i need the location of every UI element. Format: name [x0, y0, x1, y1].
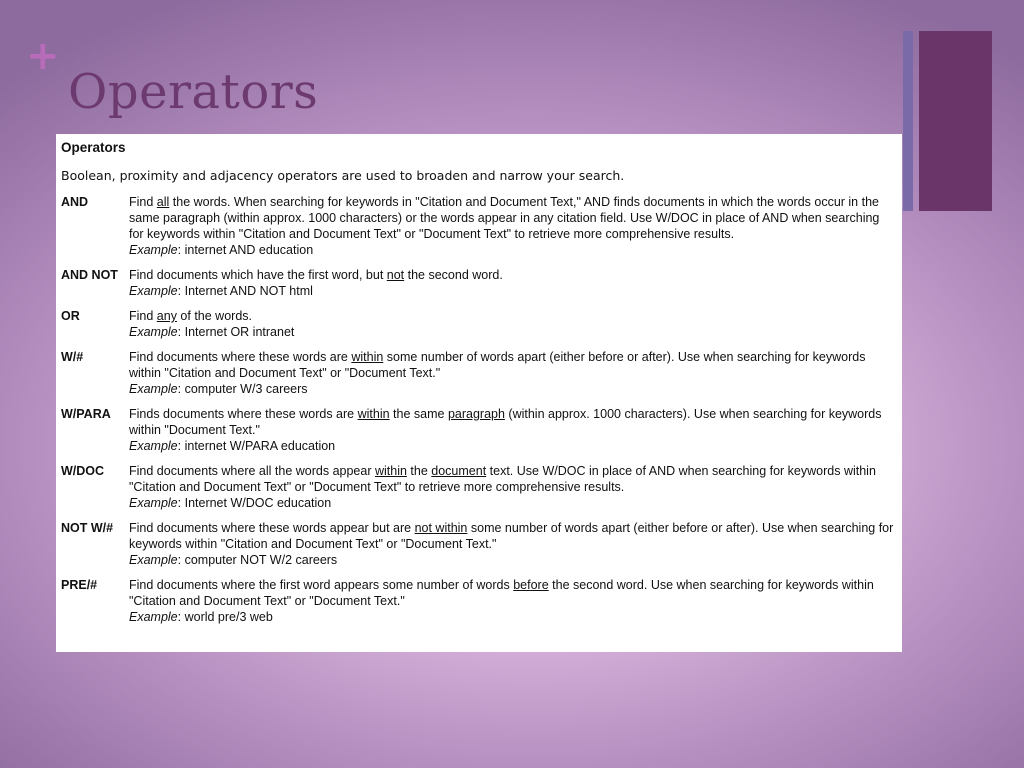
example-label: Example	[129, 325, 178, 339]
description-segment: the words. When searching for keywords in "Citation and Document Text," AND finds documents in which the words occur in the same paragraph (within approx. 1000 characters) or the words appear in any citation field. Use W/DOC in place of AND when searching for keywords within "Citation and Document Text" or "Document Text" to retrieve more comprehensive results.	[129, 195, 880, 241]
example-value: internet W/PARA education	[184, 439, 336, 453]
underlined-term: before	[513, 578, 549, 592]
example-value: Internet W/DOC education	[184, 496, 332, 510]
operator-description-text	[129, 308, 896, 324]
example-label: Example	[129, 496, 178, 510]
description-segment: Find	[129, 195, 157, 209]
operator-description-text	[129, 194, 896, 242]
operator-row	[61, 520, 896, 568]
operator-description-text	[129, 463, 896, 495]
slide-title: Operators	[68, 64, 319, 120]
underlined-term: document	[431, 464, 487, 478]
operator-description	[129, 463, 896, 511]
operator-example: Example: computer W/3 careers	[129, 382, 308, 396]
description-segment: of the words.	[176, 309, 252, 323]
example-value: computer W/3 careers	[184, 382, 308, 396]
operator-description	[129, 267, 896, 299]
operator-row	[61, 308, 896, 340]
operator-example: Example: Internet AND NOT html	[129, 284, 313, 298]
operator-description	[129, 520, 896, 568]
operator-description	[129, 308, 896, 340]
underlined-term: any	[156, 309, 177, 323]
operator-name: AND NOT	[61, 268, 118, 282]
operator-name: PRE/#	[61, 578, 98, 592]
description-segment: Find	[129, 309, 157, 323]
example-label: Example	[129, 382, 178, 396]
operator-row	[61, 577, 896, 625]
description-segment: Find documents where the first word appears some number of words	[129, 578, 514, 592]
operator-name: W/#	[61, 350, 84, 364]
operators-panel	[56, 134, 902, 652]
example-value: world pre/3 web	[184, 610, 273, 624]
operator-description	[129, 577, 896, 625]
example-label: Example	[129, 439, 178, 453]
description-segment: Find documents which have the first word, but	[129, 268, 387, 282]
underlined-term: paragraph	[447, 407, 505, 421]
operator-name: NOT W/#	[61, 521, 114, 535]
description-segment: the second word.	[404, 268, 503, 282]
example-label: Example	[129, 243, 178, 257]
underlined-term: within	[374, 464, 407, 478]
panel-intro: Boolean, proximity and adjacency operators are used to broaden and narrow your search.	[61, 168, 625, 183]
description-segment: Finds documents where these words are	[129, 407, 358, 421]
underlined-term: not	[386, 268, 405, 282]
example-label: Example	[129, 553, 178, 567]
description-segment: (within approx. 1000 characters). Use when searching for keywords within "Document Text."	[129, 407, 882, 437]
description-segment: text. Use W/DOC in place of AND when searching for keywords within "Citation and Document Text" or "Document Text" to retrieve more comprehensive results.	[129, 464, 876, 494]
operator-example: Example: Internet OR intranet	[129, 325, 295, 339]
example-value: internet AND education	[184, 243, 314, 257]
operator-example: Example: internet AND education	[129, 243, 314, 257]
decorative-bar-thick	[919, 31, 992, 211]
underlined-term: not within	[414, 521, 468, 535]
operator-description-text	[129, 406, 896, 438]
underlined-term: within	[357, 407, 390, 421]
description-segment: Find documents where these words appear but are	[129, 521, 415, 535]
operator-name: AND	[61, 195, 89, 209]
description-segment: the same	[389, 407, 448, 421]
example-label: Example	[129, 284, 178, 298]
operator-name: W/PARA	[61, 407, 111, 421]
description-segment: Find documents where these words are	[129, 350, 352, 364]
operator-example: Example: world pre/3 web	[129, 610, 273, 624]
operator-row	[61, 267, 896, 299]
operator-list	[61, 194, 896, 625]
example-label: Example	[129, 610, 178, 624]
operator-description	[129, 194, 896, 258]
operator-row	[61, 463, 896, 511]
operator-row	[61, 194, 896, 258]
example-value: Internet AND NOT html	[184, 284, 313, 298]
description-segment: the	[406, 464, 432, 478]
description-segment: some number of words apart (either before or after). Use when searching for keywords within "Citation and Document Text" or "Document Text."	[129, 521, 894, 551]
underlined-term: within	[351, 350, 384, 364]
operator-example: Example: Internet W/DOC education	[129, 496, 332, 510]
decorative-bar-thin	[903, 31, 913, 211]
plus-icon: +	[26, 33, 60, 79]
description-segment: Find documents where all the words appear	[129, 464, 375, 478]
operator-description-text	[129, 349, 896, 381]
operator-example: Example: computer NOT W/2 careers	[129, 553, 338, 567]
panel-heading: Operators	[61, 140, 126, 155]
description-segment: some number of words apart (either before or after). Use when searching for keywords within "Citation and Document Text" or "Document Text."	[129, 350, 866, 380]
operator-row	[61, 406, 896, 454]
underlined-term: all	[156, 195, 170, 209]
operator-description-text	[129, 577, 896, 609]
operator-description-text	[129, 267, 896, 283]
operator-name: OR	[61, 309, 80, 323]
operator-name: W/DOC	[61, 464, 105, 478]
example-value: Internet OR intranet	[184, 325, 295, 339]
operator-description	[129, 406, 896, 454]
example-value: computer NOT W/2 careers	[184, 553, 338, 567]
description-segment: the second word. Use when searching for keywords within "Citation and Document Text" or "Document Text."	[129, 578, 874, 608]
operator-row	[61, 349, 896, 397]
operator-example: Example: internet W/PARA education	[129, 439, 336, 453]
operator-description	[129, 349, 896, 397]
operator-description-text	[129, 520, 896, 552]
